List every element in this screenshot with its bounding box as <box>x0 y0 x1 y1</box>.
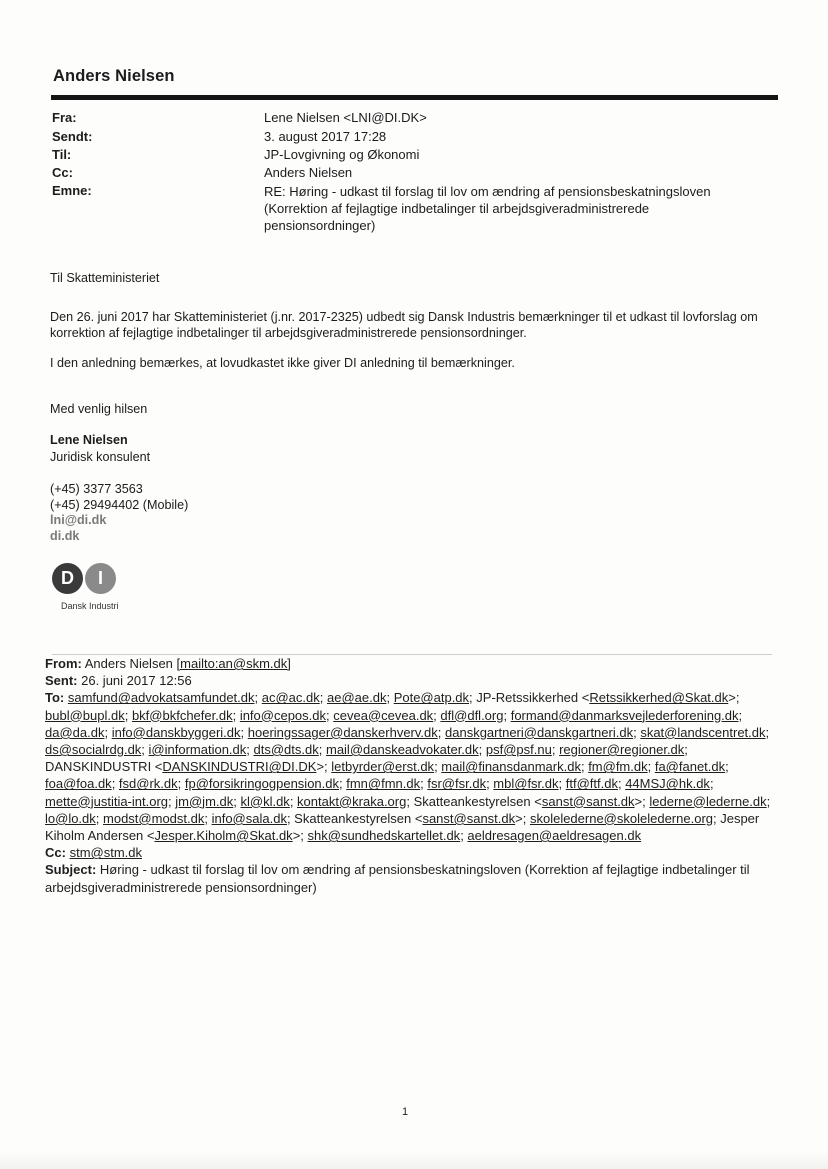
forwarded-message-header <box>45 655 785 896</box>
forwarded-to-row <box>45 689 785 844</box>
recipient-email-link[interactable]: ac@ac.dk <box>261 690 320 706</box>
recipient-email-link[interactable]: DANSKINDUSTRI@DI.DK <box>162 759 317 775</box>
greeting: Til Skatteministeriet <box>50 271 160 285</box>
sent-value: 3. august 2017 17:28 <box>264 129 387 144</box>
recipient-email-link[interactable]: lederne@lederne.dk <box>649 793 767 809</box>
logo-circle-d: D <box>52 563 83 594</box>
logo-caption: Dansk Industri <box>61 601 119 611</box>
recipient-separator-text: ; <box>386 690 394 706</box>
recipient-separator-text: ; Jesper Kiholm Andersen < <box>45 810 760 844</box>
recipient-email-link[interactable]: skolelederne@skolelederne.org <box>529 810 713 826</box>
recipient-email-link[interactable]: Retssikkerhed@Skat.dk <box>589 690 729 706</box>
recipient-email-link[interactable]: shk@sundhedskartellet.dk <box>307 828 461 844</box>
recipient-email-link[interactable]: hoeringssager@danskerhverv.dk <box>247 724 438 740</box>
recipient-list <box>45 690 770 843</box>
subject-label: Emne: <box>52 183 92 198</box>
recipient-separator-text: ; <box>104 724 112 740</box>
recipient-separator-text: ; <box>617 776 626 792</box>
recipient-separator-text: ; <box>319 690 327 706</box>
recipient-email-link[interactable]: letbyrder@erst.dk <box>331 759 435 775</box>
from-label: Fra: <box>52 110 77 125</box>
recipient-separator-text: >; <box>728 690 740 706</box>
recipient-separator-text: ; JP-Retssikkerhed < <box>469 690 590 706</box>
recipient-email-link[interactable]: danskgartneri@danskgartneri.dk <box>445 724 634 740</box>
recipient-email-link[interactable]: foa@foa.dk <box>45 776 112 792</box>
forwarded-cc-row <box>45 844 785 861</box>
recipient-separator-text: >; <box>634 793 650 809</box>
recipient-separator-text: ; <box>124 707 132 723</box>
recipient-email-link[interactable]: ae@ae.dk <box>326 690 387 706</box>
recipient-separator-text: ; <box>95 810 104 826</box>
body-paragraph-2: I den anledning bemærkes, at lovudkastet ikke giver DI anledning til bemærkninger. <box>50 356 515 370</box>
recipient-email-link[interactable]: jm@jm.dk <box>175 793 234 809</box>
recipient-email-link[interactable]: aeldresagen@aeldresagen.dk <box>467 828 642 844</box>
recipient-separator-text: ; <box>433 707 441 723</box>
recipient-separator-text: ; <box>233 793 241 809</box>
recipient-email-link[interactable]: dts@dts.dk <box>253 742 319 758</box>
recipient-email-link[interactable]: mette@justitia-int.org <box>45 793 169 809</box>
recipient-email-link[interactable]: ds@socialrdg.dk <box>45 742 142 758</box>
recipient-email-link[interactable]: 44MSJ@hk.dk <box>625 776 710 792</box>
forwarded-sent-value: 26. juni 2017 12:56 <box>81 673 192 689</box>
recipient-email-link[interactable]: cevea@cevea.dk <box>333 707 434 723</box>
recipient-email-link[interactable]: psf@psf.nu <box>485 742 552 758</box>
recipient-separator-text: ; <box>460 828 468 844</box>
page-number: 1 <box>402 1106 409 1118</box>
recipient-separator-text: >; <box>292 828 308 844</box>
mailbox-owner-title: Anders Nielsen <box>53 67 175 85</box>
closing: Med venlig hilsen <box>50 402 148 416</box>
forwarded-sent-row <box>45 672 785 689</box>
recipient-email-link[interactable]: samfund@advokatsamfundet.dk <box>67 690 255 706</box>
recipient-email-link[interactable]: info@danskbyggeri.dk <box>111 724 241 740</box>
recipient-separator-text: ; <box>246 742 254 758</box>
recipient-email-link[interactable]: info@sala.dk <box>211 810 287 826</box>
to-label: Til: <box>52 147 72 162</box>
recipient-email-link[interactable]: kontakt@kraka.org <box>297 793 407 809</box>
forwarded-cc-label: Cc: <box>45 845 66 861</box>
recipient-email-link[interactable]: fp@forsikringogpension.dk <box>184 776 339 792</box>
recipient-separator-text: ; <box>177 776 185 792</box>
signature-mobile: (+45) 29494402 (Mobile) <box>50 498 189 512</box>
recipient-email-link[interactable]: skat@landscentret.dk <box>640 724 766 740</box>
recipient-email-link[interactable]: lo@lo.dk <box>45 810 96 826</box>
forwarded-subject-row <box>45 861 785 895</box>
recipient-email-link[interactable]: fmn@fmn.dk <box>346 776 421 792</box>
to-value: JP-Lovgivning og Økonomi <box>264 147 420 162</box>
recipient-email-link[interactable]: fsr@fsr.dk <box>427 776 487 792</box>
recipient-separator-text: ; Skatteankestyrelsen < <box>286 810 423 826</box>
recipient-email-link[interactable]: mail@danskeadvokater.dk <box>325 742 479 758</box>
signature-role: Juridisk konsulent <box>50 450 151 464</box>
recipient-separator-text: ; <box>254 690 262 706</box>
recipient-email-link[interactable]: Jesper.Kiholm@Skat.dk <box>154 828 293 844</box>
forwarded-from-name: Anders Nielsen <box>84 656 173 671</box>
recipient-separator-text: ; <box>503 707 511 723</box>
recipient-email-link[interactable]: da@da.dk <box>45 724 105 740</box>
scan-edge-shadow <box>0 1152 828 1169</box>
recipient-email-link[interactable]: dfl@dfl.org <box>440 707 504 723</box>
sent-label: Sendt: <box>52 129 93 144</box>
recipient-email-link[interactable]: formand@danmarksvejlederforening.dk <box>510 707 739 723</box>
recipient-separator-text: ; <box>289 793 298 809</box>
recipient-separator-text: ; <box>318 742 326 758</box>
cc-value: Anders Nielsen <box>264 165 353 180</box>
recipient-email-link[interactable]: bubl@bupl.dk <box>45 707 125 723</box>
recipient-email-link[interactable]: kl@kl.dk <box>240 793 290 809</box>
recipient-separator-text: ; <box>478 742 486 758</box>
recipient-separator-text: ; Skatteankestyrelsen < <box>406 793 542 809</box>
recipient-separator-text: ; <box>725 759 729 775</box>
recipient-email-link[interactable]: bkf@bkfchefer.dk <box>131 707 233 723</box>
recipient-separator-text: ; <box>709 776 714 792</box>
signature-name: Lene Nielsen <box>50 433 128 447</box>
forwarded-subject-value: Høring - udkast til forslag til lov om ændring af pensionsbeskatningsloven (Korrektion af fejlagtige indbetalinger til arbejdsgiveradministrerede pensionsordninger) <box>45 862 750 895</box>
forwarded-to-label: To: <box>45 690 65 706</box>
forwarded-sent-label: Sent: <box>45 673 78 689</box>
signature-phone: (+45) 3377 3563 <box>50 482 143 496</box>
recipient-separator-text: ; <box>339 776 347 792</box>
cc-label: Cc: <box>52 165 73 180</box>
logo-circle-i: I <box>85 563 116 594</box>
recipient-separator-text: >; <box>316 759 332 775</box>
recipient-email-link[interactable]: regioner@regioner.dk <box>559 742 685 758</box>
recipient-separator-text: ; <box>111 776 119 792</box>
recipient-separator-text: ; <box>580 759 589 775</box>
recipient-separator-text: ; <box>232 707 240 723</box>
recipient-email-link[interactable]: fm@fm.dk <box>588 759 648 775</box>
recipient-separator-text: ; <box>765 724 770 740</box>
recipient-separator-text: >; <box>515 810 530 826</box>
recipient-separator-text: ; <box>240 724 248 740</box>
recipient-email-link[interactable]: Pote@atp.dk <box>393 690 470 706</box>
subject-value: RE: Høring - udkast til forslag til lov om ændring af pensionsbeskatningsloven (Korrektion af fejlagtige indbetalinger til arbejdsgiveradministrerede pensionsordninger) <box>264 184 711 233</box>
recipient-separator-text: ; <box>647 759 655 775</box>
forwarded-from-mailto-link[interactable]: [mailto:an@skm.dk] <box>176 656 291 671</box>
recipient-separator-text: ; <box>437 724 445 740</box>
recipient-separator-text: ; <box>434 759 442 775</box>
recipient-email-link[interactable]: sanst@sanst.dk <box>422 810 516 826</box>
forwarded-from-label: From: <box>45 656 82 671</box>
recipient-separator-text: ; <box>141 742 149 758</box>
recipient-email-link[interactable]: i@information.dk <box>148 742 247 758</box>
recipient-separator-text: ; <box>326 707 334 723</box>
recipient-email-link[interactable]: mail@finansdanmark.dk <box>441 759 581 775</box>
signature-email-link[interactable]: lni@di.dk <box>50 513 107 527</box>
from-value: Lene Nielsen <LNI@DI.DK> <box>264 110 427 125</box>
recipient-separator-text: ; <box>558 776 566 792</box>
forwarded-cc-link[interactable]: stm@stm.dk <box>69 845 142 861</box>
body-paragraph-1: Den 26. juni 2017 har Skatteministeriet (j.nr. 2017-2325) udbedt sig Dansk Industris bemærkninger til et udkast til lovforslag om korrektion af fejlagtige indbetalinger til arbejdsgiveradministrerede pensionsordninger. <box>50 310 758 340</box>
recipient-separator-text: ; <box>633 724 641 740</box>
recipient-separator-text: ; <box>168 793 176 809</box>
recipient-separator-text: ; <box>766 793 771 809</box>
title-rule <box>51 95 778 100</box>
recipient-email-link[interactable]: fsd@rk.dk <box>118 776 178 792</box>
recipient-email-link[interactable]: fa@fanet.dk <box>654 759 726 775</box>
recipient-email-link[interactable]: modst@modst.dk <box>103 810 205 826</box>
recipient-separator-text: ; <box>738 707 743 723</box>
recipient-email-link[interactable]: info@cepos.dk <box>239 707 327 723</box>
recipient-separator-text: ; DANSKINDUSTRI < <box>45 742 688 775</box>
recipient-email-link[interactable]: ftf@ftf.dk <box>565 776 618 792</box>
forwarded-from-row <box>45 655 785 672</box>
recipient-email-link[interactable]: sanst@sanst.dk <box>541 793 635 809</box>
signature-web-link[interactable]: di.dk <box>50 529 80 543</box>
recipient-separator-text: ; <box>420 776 428 792</box>
recipient-separator-text: ; <box>551 742 560 758</box>
recipient-separator-text: ; <box>486 776 494 792</box>
forwarded-subject-label: Subject: <box>45 862 97 878</box>
recipient-separator-text: ; <box>204 810 212 826</box>
recipient-email-link[interactable]: mbl@fsr.dk <box>493 776 559 792</box>
